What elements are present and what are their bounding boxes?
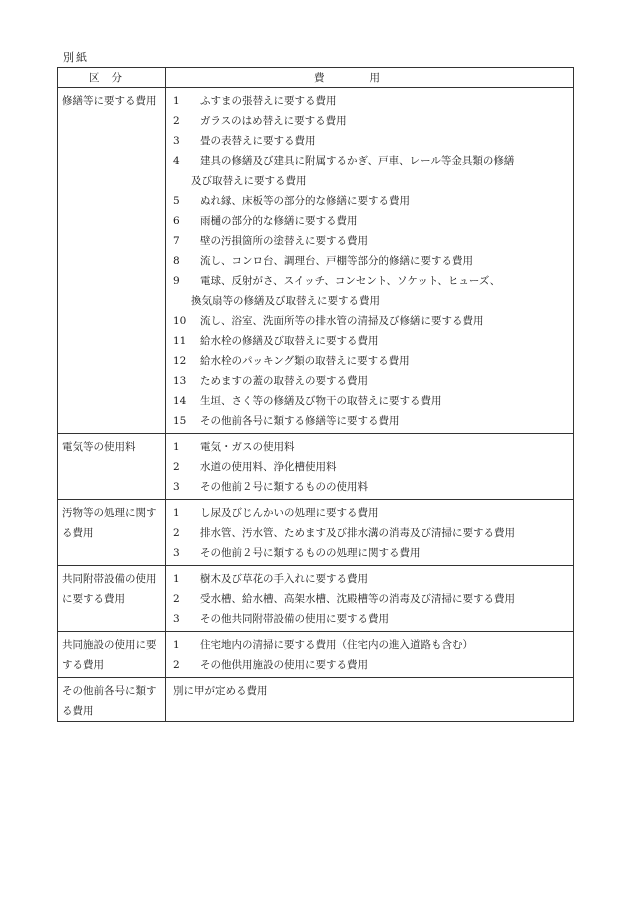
item-text: 畳の表替えに要する費用 [200,135,316,147]
item-number: 7 [173,235,180,247]
item-text: 流し、コンロ台、調理台、戸棚等部分的修繕に要する費用 [200,255,473,267]
item-text: その他前各号に類する修繕等に要する費用 [200,415,400,427]
item-number: 3 [173,135,180,147]
expense-cell [166,566,574,632]
category-cell: 共同施設の使用に要する費用 [58,632,166,678]
item-number: 9 [173,275,180,287]
plain-text: 別に甲が定める費用 [173,685,268,697]
category-cell: その他前各号に類する費用 [58,678,166,722]
list-item [166,331,573,351]
list-item [166,131,573,151]
category-cell: 電気等の使用料 [58,434,166,500]
list-item [166,391,573,411]
item-number: 1 [173,573,180,585]
table-header-row [58,68,574,88]
item-text: 排水管、汚水管、ためます及び排水溝の消毒及び清掃に要する費用 [200,527,515,539]
list-item [166,311,573,331]
item-number: 2 [173,659,180,671]
list-item [166,437,573,457]
list-item [166,271,573,291]
item-number: 10 [173,315,187,327]
item-number: 5 [173,195,180,207]
item-text: 受水槽、給水槽、高架水槽、沈殿槽等の消毒及び清掃に要する費用 [200,593,515,605]
list-item [166,251,573,271]
expense-cell [166,434,574,500]
item-number: 2 [173,461,180,473]
item-number: 2 [173,115,180,127]
item-text: 電気・ガスの使用料 [200,441,295,453]
table-row [58,566,574,632]
table-row [58,88,574,434]
item-text: 電球、反射がさ、スイッチ、コンセント、ソケット、ヒューズ、 [200,275,501,287]
item-number: 1 [173,639,180,651]
expense-cell [166,678,574,722]
item-number: 6 [173,215,180,227]
item-text: ためますの蓋の取替えの要する費用 [200,375,368,387]
item-text: 水道の使用料、浄化槽使用料 [200,461,337,473]
category-cell: 修繕等に要する費用 [58,88,166,434]
table-row [58,632,574,678]
item-text: 建具の修繕及び建具に附属するかぎ、戸車、レール等金具類の修繕 [200,155,515,167]
page-heading: 別紙 [63,51,89,64]
list-item [166,211,573,231]
item-text: 樹木及び草花の手入れに要する費用 [200,573,368,585]
list-item [166,191,573,211]
item-number: 3 [173,613,180,625]
category-cell: 共同附帯設備の使用に要する費用 [58,566,166,632]
item-number: 15 [173,415,187,427]
item-text: 生垣、さく等の修繕及び物干の取替えに要する費用 [200,395,442,407]
list-item [166,503,573,523]
list-item [166,351,573,371]
item-text: 壁の汚損箇所の塗替えに要する費用 [200,235,368,247]
list-item [166,523,573,543]
item-number: 12 [173,355,187,367]
item-number: 1 [173,441,180,453]
table-row [58,434,574,500]
item-text: 雨樋の部分的な修繕に要する費用 [200,215,358,227]
table-row [58,500,574,566]
item-text: 住宅地内の清掃に要する費用（住宅内の進入道路も含む） [200,639,473,651]
item-number: 1 [173,507,180,519]
item-text: し尿及びじんかいの処理に要する費用 [200,507,379,519]
item-text: その他前２号に類するものの使用料 [200,481,368,493]
item-number: 8 [173,255,180,267]
item-continuation: 及び取替えに要する費用 [191,175,307,187]
expense-cell [166,500,574,566]
item-number: 14 [173,395,187,407]
list-item [166,609,573,629]
list-item [166,477,573,497]
item-text: その他共同附帯設備の使用に要する費用 [200,613,389,625]
list-item [166,91,573,111]
item-number: 3 [173,481,180,493]
list-item [166,371,573,391]
item-number: 3 [173,547,180,559]
category-cell: 汚物等の処理に関する費用 [58,500,166,566]
item-number: 13 [173,375,187,387]
list-item [166,569,573,589]
item-number: 2 [173,527,180,539]
list-item [166,589,573,609]
item-number: 11 [173,335,187,347]
list-item [166,635,573,655]
list-item [166,231,573,251]
item-text: その他前２号に類するものの処理に関する費用 [200,547,421,559]
table-body [58,88,574,722]
list-item [166,543,573,563]
header-expense: 費用 [166,68,574,88]
list-item [166,151,573,171]
list-item [166,655,573,675]
item-text: ガラスのはめ替えに要する費用 [200,115,347,127]
item-number: 1 [173,95,180,107]
item-text: ぬれ縁、床板等の部分的な修繕に要する費用 [200,195,410,207]
list-item [166,111,573,131]
item-text: 流し、浴室、洗面所等の排水管の清掃及び修繕に要する費用 [200,315,484,327]
item-text: 給水栓の修繕及び取替えに要する費用 [200,335,379,347]
expense-cell [166,632,574,678]
item-continuation: 換気扇等の修繕及び取替えに要する費用 [191,295,380,307]
item-number: 4 [173,155,180,167]
table-row [58,678,574,722]
expense-cell [166,88,574,434]
item-number: 2 [173,593,180,605]
item-text: その他供用施設の使用に要する費用 [200,659,368,671]
item-text: 給水栓のパッキング類の取替えに要する費用 [200,355,410,367]
expense-table [57,67,574,722]
item-text: ふすまの張替えに要する費用 [200,95,337,107]
list-item [166,411,573,431]
header-category: 区分 [58,68,166,88]
list-item [166,457,573,477]
